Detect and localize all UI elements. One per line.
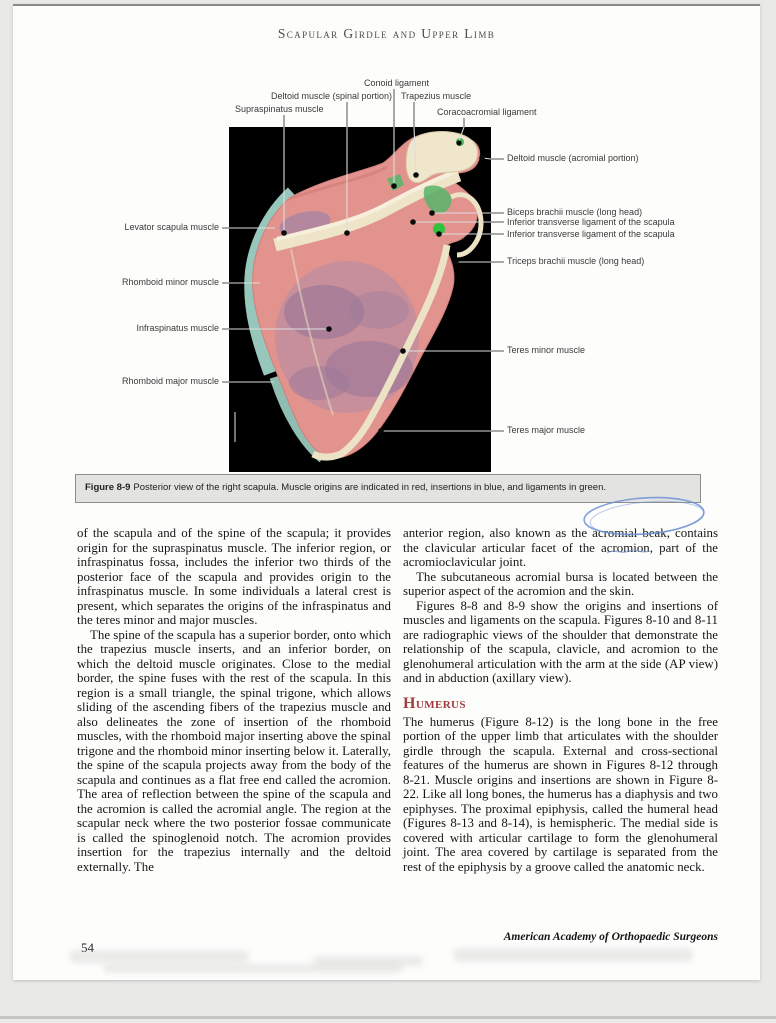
label-supraspinatus: Supraspinatus muscle — [235, 104, 324, 114]
label-rhomboid-major: Rhomboid major muscle — [121, 376, 219, 386]
figure-8-9 — [13, 66, 760, 478]
label-trapezius: Trapezius muscle — [401, 91, 472, 101]
paragraph: anterior region, also known as the acromial beak, contains the clavicular articular facet of the acromion, part of the acromioclavicular joint. — [403, 526, 718, 569]
label-levator-scapula: Levator scapula muscle — [124, 222, 219, 232]
page-number: 54 — [81, 940, 94, 955]
humerus-heading: Humerus — [403, 694, 466, 712]
bleed-through-mark — [453, 948, 693, 962]
figure-panel — [229, 127, 491, 472]
label-deltoid-spinal: Deltoid muscle (spinal portion) — [271, 91, 393, 101]
label-deltoid-acromial: Deltoid muscle (acromial portion) — [507, 153, 639, 163]
book-page — [13, 4, 760, 980]
label-triceps-brachii: Triceps brachii muscle (long head) — [507, 256, 645, 266]
label-teres-minor: Teres minor muscle — [507, 345, 586, 355]
paragraph: The humerus (Figure 8-12) is the long bone in the free portion of the upper limb that articulates with the shoulder girdle through the scapula. External and cross-sectional features of the humerus are shown in Figures 8-12 through 8-21. Muscle origins and insertions are shown in Figure 8-22. Like all long bones, the humerus has a diaphysis and two epiphyses. The proximal epiphysis, called the humeral head (Figures 8-13 and 8-14), is hemispheric. The medial side is covered with articular cartilage to form the glenohumeral joint. The area covered by cartilage is separated from the rest of the epiphysis by a groove called the anatomic neck. — [403, 714, 718, 874]
label-inferior-transverse-1: Inferior transverse ligament of the scapula — [507, 217, 675, 227]
paragraph: of the scapula and of the spine of the scapula; it provides origin for the supraspinatus muscle. The inferior region, or infraspinatus fossa, includes the inferior two thirds of the posterior face of the scapula and provides origin to the infraspinatus muscle. In some individuals a lateral crest is present, which separates the origins of the infraspinatus and the teres minor and major muscles. — [77, 526, 391, 627]
bleed-through-mark — [69, 950, 249, 963]
right-column — [403, 526, 718, 874]
label-teres-major: Teres major muscle — [507, 425, 586, 435]
label-biceps-brachii: Biceps brachii muscle (long head) — [507, 207, 643, 217]
figure-caption-text: Posterior view of the right scapula. Muscle origins are indicated in red, insertions in blue, and ligaments in green. — [133, 482, 607, 493]
scan-bottom-edge — [0, 1016, 776, 1019]
label-inferior-transverse-2: Inferior transverse ligament of the scapula — [507, 229, 675, 239]
left-column — [77, 526, 391, 874]
bleed-through-mark — [103, 964, 403, 973]
figure-credit-mark — [234, 412, 236, 442]
figure-caption — [75, 474, 701, 503]
label-coracoacromial: Coracoacromial ligament — [437, 107, 537, 117]
label-rhomboid-minor: Rhomboid minor muscle — [121, 277, 219, 287]
paragraph: The spine of the scapula has a superior border, onto which the trapezius muscle inserts, and an inferior border, on which the deltoid muscle originates. Close to the medial border, the spine fuses with the rest of the scapula. In this region is a small triangle, the spinal trigone, which allows sliding of the ascending fibers of the trapezius muscle and also delineates the zone of insertion of the rhomboid muscles, with the rhomboid major inserting above the spinal trigone and the rhomboid minor inserting below it. Laterally, the spine of the scapula projects away from the body of the scapula and continues as a flat free end called the acromion. The area of reflection between the spine of the scapula and the acromion is called the acromial angle. The region at the scapular neck where the two posterior fossae communicate is called the spinoglenoid notch. The acromion provides insertion for the trapezius internally and the deltoid externally. The — [77, 627, 391, 874]
figure-caption-label: Figure 8-9 — [85, 482, 131, 493]
label-conoid-ligament: Conoid ligament — [364, 78, 430, 88]
label-infraspinatus: Infraspinatus muscle — [136, 323, 219, 333]
publisher-footer: American Academy of Orthopaedic Surgeons — [503, 931, 718, 943]
scapula-illustration — [13, 66, 760, 478]
running-head: Scapular Girdle and Upper Limb — [277, 26, 496, 41]
paragraph: Figures 8-8 and 8-9 show the origins and insertions of muscles and ligaments on the scapula. Figures 8-10 and 8-11 are radiographic views of the shoulder that demonstrate the relationship of the scapula, clavicle, and acromion to the glenohumeral articulation with the arm at the side (AP view) and in abduction (axillary view). — [403, 598, 718, 685]
paragraph: The subcutaneous acromial bursa is located between the superior aspect of the acromion and the skin. — [403, 569, 718, 598]
